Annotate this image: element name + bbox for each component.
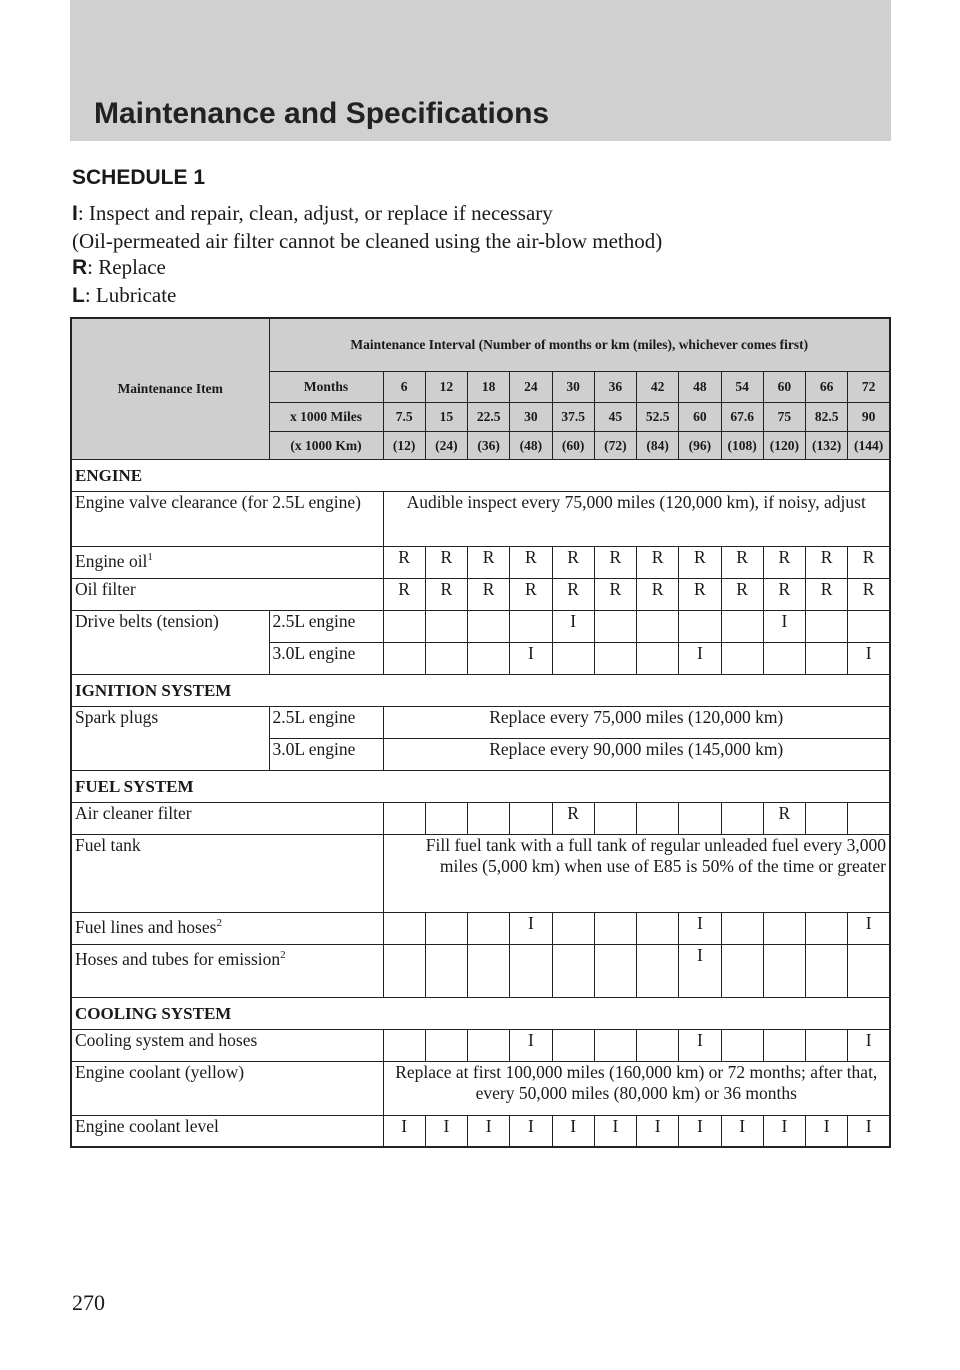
interval-note: Replace every 90,000 miles (145,000 km): [383, 738, 890, 770]
legend-key: R: [72, 256, 88, 279]
interval-cell: R: [848, 578, 890, 610]
legend-line: [72, 200, 662, 228]
interval-cell: [679, 802, 721, 834]
interval-cell: [848, 944, 890, 997]
table-row: [71, 1029, 890, 1061]
interval-cell: I: [763, 1115, 805, 1147]
interval-cell: [637, 642, 679, 674]
engine-variant: 2.5L engine: [269, 706, 383, 738]
interval-cell: I: [848, 1029, 890, 1061]
interval-cell: [637, 912, 679, 944]
legend-line: [72, 228, 662, 255]
item-label: Engine valve clearance (for 2.5L engine): [75, 491, 362, 512]
section-row: [71, 674, 890, 706]
interval-cell: I: [679, 912, 721, 944]
interval-cell: I: [594, 1115, 636, 1147]
km-value: (60): [552, 431, 594, 459]
interval-cell: R: [679, 578, 721, 610]
miles-value: 75: [763, 402, 805, 431]
item-label: Air cleaner filter: [75, 802, 192, 823]
interval-cell: I: [679, 1029, 721, 1061]
legend-text: : Inspect and repair, clean, adjust, or replace if necessary: [77, 201, 553, 225]
interval-cell: [425, 802, 467, 834]
engine-variant: 2.5L engine: [269, 610, 383, 642]
table-row: [71, 491, 890, 546]
interval-cell: [721, 610, 763, 642]
legend-line: [72, 254, 662, 282]
km-value: (48): [510, 431, 552, 459]
interval-cell: [806, 912, 848, 944]
interval-cell: [425, 912, 467, 944]
interval-cell: [383, 1029, 425, 1061]
interval-cell: R: [806, 546, 848, 578]
interval-cell: [806, 1029, 848, 1061]
interval-cell: [552, 642, 594, 674]
interval-cell: [594, 944, 636, 997]
item-name: [71, 1029, 383, 1061]
interval-cell: I: [848, 912, 890, 944]
interval-cell: [552, 912, 594, 944]
table-row: [71, 834, 890, 912]
interval-cell: [763, 1029, 805, 1061]
km-value: (12): [383, 431, 425, 459]
months-value: 12: [425, 371, 467, 402]
table-row: [71, 610, 890, 642]
interval-note: Replace at first 100,000 miles (160,000 km) or 72 months; after that, every 50,000 miles (80,000 km) or 36 months: [383, 1061, 890, 1115]
item-name: [71, 944, 383, 997]
months-value: 48: [679, 371, 721, 402]
legend-key: L: [72, 283, 85, 307]
interval-cell: I: [679, 642, 721, 674]
interval-cell: R: [468, 578, 510, 610]
miles-value: 7.5: [383, 402, 425, 431]
interval-cell: [383, 944, 425, 997]
header-title: Maintenance and Specifications: [94, 97, 550, 130]
interval-cell: [425, 944, 467, 997]
interval-cell: R: [552, 546, 594, 578]
section-heading: IGNITION SYSTEM: [71, 674, 890, 706]
interval-cell: R: [594, 578, 636, 610]
interval-cell: I: [383, 1115, 425, 1147]
table-row: [71, 944, 890, 997]
item-label: Fuel lines and hoses: [75, 916, 217, 937]
interval-cell: [763, 944, 805, 997]
interval-cell: R: [552, 802, 594, 834]
interval-cell: I: [679, 944, 721, 997]
interval-cell: [552, 1029, 594, 1061]
miles-value: 30: [510, 402, 552, 431]
item-name: [71, 491, 383, 546]
km-value: (144): [848, 431, 890, 459]
interval-cell: [637, 610, 679, 642]
interval-cell: R: [763, 578, 805, 610]
miles-value: 60: [679, 402, 721, 431]
table-row: [71, 802, 890, 834]
interval-cell: [848, 802, 890, 834]
table-row: [71, 912, 890, 944]
interval-cell: [552, 944, 594, 997]
months-value: 66: [806, 371, 848, 402]
item-label: Spark plugs: [75, 706, 159, 727]
km-value: (96): [679, 431, 721, 459]
footnote-ref: 2: [280, 948, 286, 961]
interval-cell: [594, 642, 636, 674]
interval-cell: [806, 642, 848, 674]
months-value: 30: [552, 371, 594, 402]
interval-cell: [594, 1029, 636, 1061]
interval-cell: R: [552, 578, 594, 610]
interval-note: Fill fuel tank with a full tank of regular unleaded fuel every 3,000 miles (5,000 km) when use of E85 is 50% of the time or greater: [383, 834, 890, 912]
interval-cell: R: [468, 546, 510, 578]
interval-cell: R: [594, 546, 636, 578]
table-row: [71, 706, 890, 738]
miles-value: 37.5: [552, 402, 594, 431]
km-value: (72): [594, 431, 636, 459]
interval-cell: I: [848, 642, 890, 674]
interval-cell: I: [763, 610, 805, 642]
interval-cell: R: [383, 546, 425, 578]
header-row: [71, 318, 890, 371]
interval-cell: [510, 944, 552, 997]
interval-cell: [763, 912, 805, 944]
legend-text: (Oil-permeated air filter cannot be cleaned using the air-blow method): [72, 228, 663, 253]
section-heading: COOLING SYSTEM: [71, 997, 890, 1029]
months-value: 18: [468, 371, 510, 402]
item-label: Oil filter: [75, 578, 136, 599]
item-label: Engine oil: [75, 550, 148, 571]
months-label: Months: [269, 371, 383, 402]
interval-cell: I: [679, 1115, 721, 1147]
km-value: (132): [806, 431, 848, 459]
engine-variant: 3.0L engine: [269, 642, 383, 674]
interval-cell: [468, 642, 510, 674]
interval-cell: I: [806, 1115, 848, 1147]
km-value: (36): [468, 431, 510, 459]
interval-cell: [383, 642, 425, 674]
interval-cell: R: [721, 578, 763, 610]
interval-cell: R: [637, 578, 679, 610]
interval-cell: [848, 610, 890, 642]
interval-cell: [679, 610, 721, 642]
interval-cell: [721, 912, 763, 944]
months-value: 24: [510, 371, 552, 402]
item-name: [71, 706, 269, 770]
interval-cell: I: [425, 1115, 467, 1147]
interval-cell: [468, 802, 510, 834]
miles-value: 52.5: [637, 402, 679, 431]
item-name: [71, 1115, 383, 1147]
interval-cell: [425, 642, 467, 674]
km-value: (120): [763, 431, 805, 459]
interval-cell: I: [721, 1115, 763, 1147]
interval-cell: [383, 610, 425, 642]
interval-cell: I: [552, 1115, 594, 1147]
km-value: (24): [425, 431, 467, 459]
miles-value: 90: [848, 402, 890, 431]
interval-cell: R: [637, 546, 679, 578]
section-row: [71, 770, 890, 802]
page-number: 270: [72, 1290, 105, 1315]
interval-cell: [425, 1029, 467, 1061]
interval-header: Maintenance Interval (Number of months or km (miles), whichever comes first): [269, 318, 890, 371]
item-header: Maintenance Item: [71, 318, 269, 459]
item-name: [71, 912, 383, 944]
interval-cell: R: [679, 546, 721, 578]
miles-value: 45: [594, 402, 636, 431]
miles-value: 67.6: [721, 402, 763, 431]
interval-cell: [594, 912, 636, 944]
item-name: [71, 546, 383, 578]
interval-cell: R: [510, 578, 552, 610]
interval-cell: [468, 610, 510, 642]
legend: [72, 200, 662, 309]
legend-text: : Lubricate: [84, 282, 177, 307]
interval-cell: R: [806, 578, 848, 610]
schedule-title: SCHEDULE 1: [72, 166, 206, 189]
interval-cell: [425, 610, 467, 642]
interval-cell: R: [383, 578, 425, 610]
item-label: Hoses and tubes for emission: [75, 948, 281, 969]
interval-cell: [763, 642, 805, 674]
item-name: [71, 834, 383, 912]
months-value: 36: [594, 371, 636, 402]
interval-cell: I: [468, 1115, 510, 1147]
interval-cell: [721, 642, 763, 674]
interval-cell: [806, 610, 848, 642]
table-row: [71, 1115, 890, 1147]
item-name: [71, 610, 269, 674]
interval-cell: R: [721, 546, 763, 578]
interval-cell: R: [763, 546, 805, 578]
engine-variant: 3.0L engine: [269, 738, 383, 770]
section-row: [71, 459, 890, 491]
item-label: Cooling system and hoses: [75, 1029, 258, 1050]
interval-cell: [383, 802, 425, 834]
interval-cell: [594, 610, 636, 642]
interval-cell: R: [425, 578, 467, 610]
interval-cell: [468, 1029, 510, 1061]
page-header: [70, 0, 891, 141]
interval-cell: R: [848, 546, 890, 578]
interval-cell: I: [510, 1115, 552, 1147]
legend-key: I: [72, 202, 78, 225]
interval-cell: [806, 802, 848, 834]
interval-cell: I: [510, 642, 552, 674]
interval-cell: [383, 912, 425, 944]
interval-cell: [721, 802, 763, 834]
table-row: [71, 546, 890, 578]
miles-label: x 1000 Miles: [269, 402, 383, 431]
legend-line: [72, 282, 662, 310]
legend-text: : Replace: [87, 255, 166, 279]
interval-cell: [637, 802, 679, 834]
interval-cell: [594, 802, 636, 834]
months-value: 72: [848, 371, 890, 402]
km-value: (84): [637, 431, 679, 459]
interval-cell: R: [425, 546, 467, 578]
months-value: 42: [637, 371, 679, 402]
interval-cell: [637, 944, 679, 997]
km-label: (x 1000 Km): [269, 431, 383, 459]
interval-cell: R: [763, 802, 805, 834]
miles-value: 22.5: [468, 402, 510, 431]
interval-cell: I: [637, 1115, 679, 1147]
interval-cell: I: [510, 1029, 552, 1061]
item-label: Drive belts (tension): [75, 610, 219, 631]
interval-cell: [806, 944, 848, 997]
interval-cell: [637, 1029, 679, 1061]
interval-cell: [468, 944, 510, 997]
interval-note: Replace every 75,000 miles (120,000 km): [383, 706, 890, 738]
section-heading: FUEL SYSTEM: [71, 770, 890, 802]
months-value: 6: [383, 371, 425, 402]
months-value: 54: [721, 371, 763, 402]
maintenance-table: [70, 317, 891, 1148]
footnote-ref: 2: [216, 916, 222, 929]
interval-cell: I: [552, 610, 594, 642]
interval-cell: [510, 802, 552, 834]
footnote-ref: 1: [147, 550, 153, 563]
item-name: [71, 1061, 383, 1115]
km-value: (108): [721, 431, 763, 459]
interval-note: Audible inspect every 75,000 miles (120,000 km), if noisy, adjust: [383, 491, 890, 546]
miles-value: 82.5: [806, 402, 848, 431]
miles-value: 15: [425, 402, 467, 431]
section-row: [71, 997, 890, 1029]
table-row: [71, 1061, 890, 1115]
section-heading: ENGINE: [71, 459, 890, 491]
interval-cell: R: [510, 546, 552, 578]
item-label: Engine coolant (yellow): [75, 1061, 245, 1082]
item-name: [71, 578, 383, 610]
interval-cell: I: [510, 912, 552, 944]
months-value: 60: [763, 371, 805, 402]
interval-cell: [721, 1029, 763, 1061]
item-label: Engine coolant level: [75, 1115, 219, 1136]
item-label: Fuel tank: [75, 834, 141, 855]
interval-cell: I: [848, 1115, 890, 1147]
table-row: [71, 578, 890, 610]
interval-cell: [468, 912, 510, 944]
interval-cell: [721, 944, 763, 997]
item-name: [71, 802, 383, 834]
interval-cell: [510, 610, 552, 642]
